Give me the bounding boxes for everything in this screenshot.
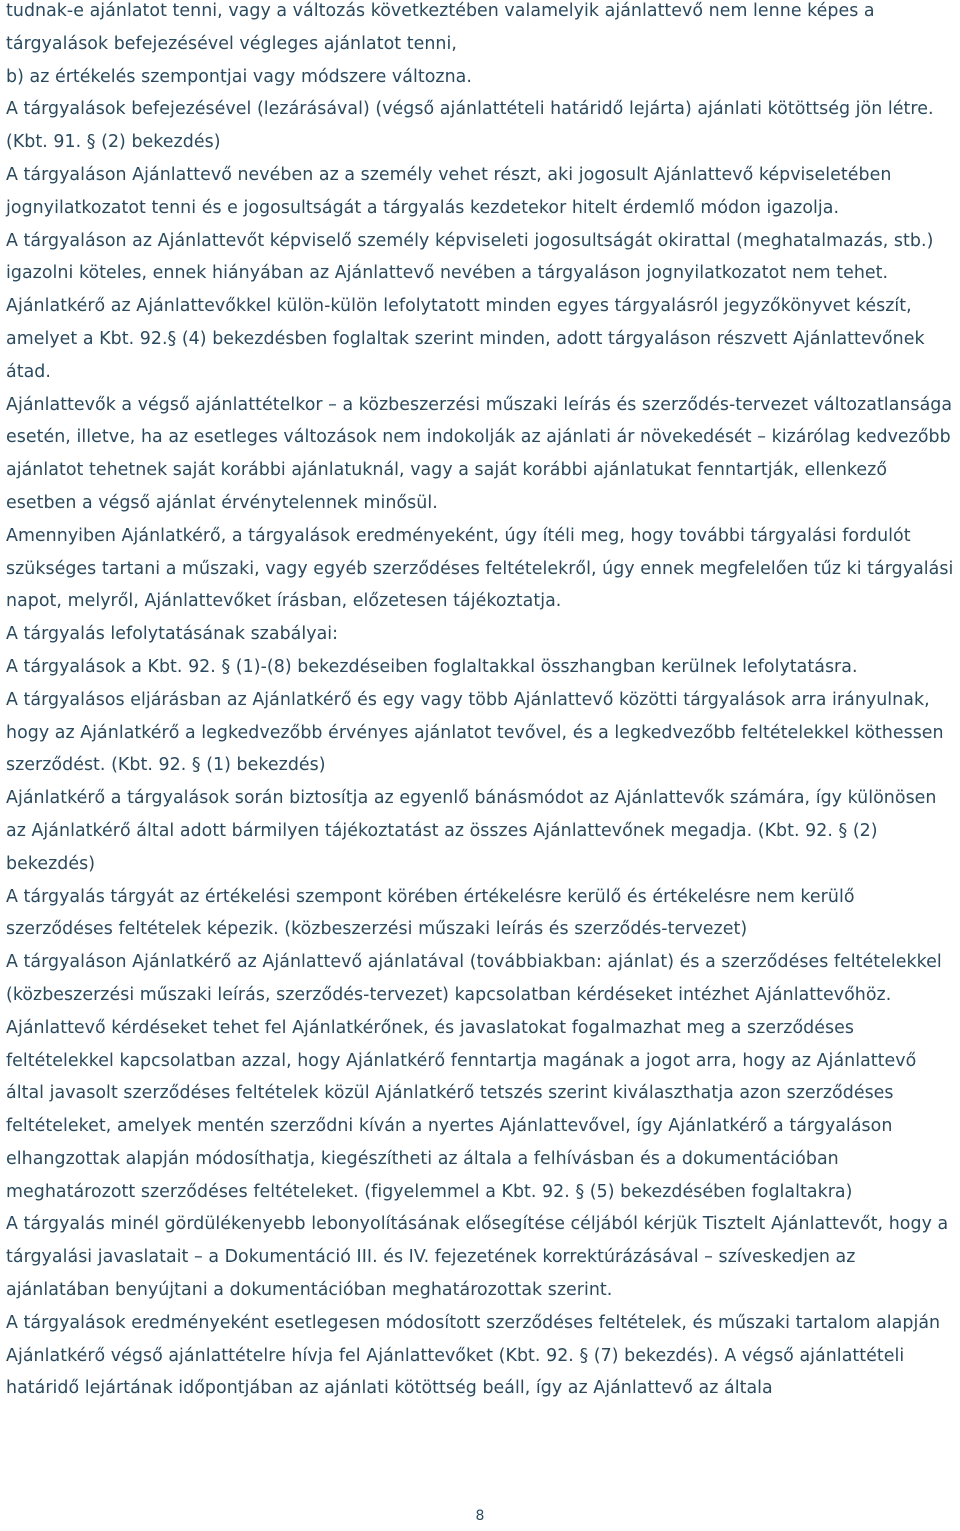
paragraph: A tárgyalásos eljárásban az Ajánlatkérő és egy vagy több Ajánlattevő közötti tárgyalások arra irányulnak, hogy az Ajánlatkérő a legkedvezőbb érvényes ajánlatot tevővel, és a legkedvezőbb feltételekkel köthessen szerződést. (Kbt. 92. § (1) bekezdés) bbox=[6, 689, 944, 776]
paragraph: A tárgyalások befejezésével (lezárásával) (végső ajánlattételi határidő lejárta) ajánlati kötöttség jön létre. (Kbt. 91. § (2) bekezdés) bbox=[6, 99, 934, 153]
paragraph: A tárgyaláson Ajánlatkérő az Ajánlattevő ajánlatával (továbbiakban: ajánlat) és a szerződéses feltételekkel (közbeszerzési műszaki leírás, szerződés-tervezet) kapcsolatban kérdéseket intézhet Ajánlattevőhöz. bbox=[6, 952, 942, 1005]
paragraph: Amennyiben Ajánlatkérő, a tárgyalások eredményeként, úgy ítéli meg, hogy további tárgyalási fordulót szükséges tartani a műszaki, vagy egyéb szerződéses feltételekről, úgy ennek megfelelően tűz ki tárgyalási napot, melyről, Ajánlattevőket írásban, előzetesen tájékoztatja. bbox=[6, 525, 954, 612]
paragraph: tudnak-e ajánlatot tenni, vagy a változás következtében valamelyik ajánlattevő nem lenne képes a tárgyalások befejezésével végleges ajánlatot tenni, bbox=[6, 1, 875, 54]
paragraph: A tárgyalások eredményeként esetlegesen módosított szerződéses feltételek, és műszaki tartalom alapján Ajánlatkérő végső ajánlattételre hívja fel Ajánlattevőket (Kbt. 92. § (7) bekezdés). A végső ajánlattételi határidő lejártának időpontjában az ajánlati kötöttség beáll, így az Ajánlattevő az általa bbox=[6, 1312, 941, 1399]
paragraph: Ajánlatkérő a tárgyalások során biztosítja az egyenlő bánásmódot az Ajánlattevők számára, így különösen az Ajánlatkérő által adott bármilyen tájékoztatást az összes Ajánlattevőnek megadja. (Kbt. 92. § (2) bekezdés) bbox=[6, 788, 937, 874]
paragraph: Ajánlattevő kérdéseket tehet fel Ajánlatkérőnek, és javaslatokat fogalmazhat meg a szerződéses feltételekkel kapcsolatban azzal, hogy Ajánlatkérő fenntartja magának a jogot arra, hogy az Ajánlattevő által javasolt szerződéses feltételek közül Ajánlatkérő tetszés szerint kiválaszthatja azon szerződéses feltételeket, amelyek mentén szerződni kíván a nyertes Ajánlattevővel, így Ajánlatkérő a tárgyaláson elhangzottak alapján módosíthatja, kiegészítheti az általa a felhívásban és a dokumentációban meghatározott szerződéses feltételeket. (figyelemmel a Kbt. 92. § (5) bekezdésében foglaltakra) bbox=[6, 1017, 917, 1202]
section-heading: A tárgyalás lefolytatásának szabályai: bbox=[6, 624, 339, 645]
paragraph: Ajánlatkérő az Ajánlattevőkkel külön-külön lefolytatott minden egyes tárgyalásról jegyzőkönyvet készít, amelyet a Kbt. 92.§ (4) bekezdésben foglaltak szerint minden, adott tárgyaláson részvett Ajánlattevőnek átad. bbox=[6, 296, 925, 382]
paragraph: A tárgyaláson az Ajánlattevőt képviselő személy képviseleti jogosultságát okirattal (meghatalmazás, stb.) igazolni köteles, ennek hiányában az Ajánlattevő nevében a tárgyaláson jognyilatkozatot nem tehet. bbox=[6, 230, 934, 284]
document-body bbox=[6, 0, 956, 1405]
paragraph: A tárgyalás tárgyát az értékelési szempont körében értékelésre kerülő és értékelésre nem kerülő szerződéses feltételek képezik. (közbeszerzési műszaki leírás és szerződés-tervezet) bbox=[6, 886, 855, 940]
page-number: 8 bbox=[475, 1508, 485, 1524]
paragraph: A tárgyaláson Ajánlattevő nevében az a személy vehet részt, aki jogosult Ajánlattevő képviseletében jognyilatkozatot tenni és e jogosultságát a tárgyalás kezdetekor hitelt érdemlő módon igazolja. bbox=[6, 164, 892, 218]
paragraph: b) az értékelés szempontjai vagy módszere változna. bbox=[6, 66, 472, 87]
paragraph: A tárgyalás minél gördülékenyebb lebonyolításának elősegítése céljából kérjük Tisztelt Ajánlattevőt, hogy a tárgyalási javaslatait – a Dokumentáció III. és IV. fejezetének korrektúrázásával – szíveskedjen az ajánlatában benyújtani a dokumentációban meghatározottak szerint. bbox=[6, 1214, 949, 1301]
paragraph: A tárgyalások a Kbt. 92. § (1)-(8) bekezdéseiben foglaltakkal összhangban kerülnek lefolytatásra. bbox=[6, 656, 858, 677]
paragraph: Ajánlattevők a végső ajánlattételkor – a közbeszerzési műszaki leírás és szerződés-tervezet változatlansága esetén, illetve, ha az esetleges változások nem indokolják az ajánlati ár növekedését – kizárólag kedvezőbb ajánlatot tehetnek saját korábbi ajánlatuknál, vagy a saját korábbi ajánlatukat fenntartják, ellenkező esetben a végső ajánlat érvénytelennek minősül. bbox=[6, 394, 953, 513]
